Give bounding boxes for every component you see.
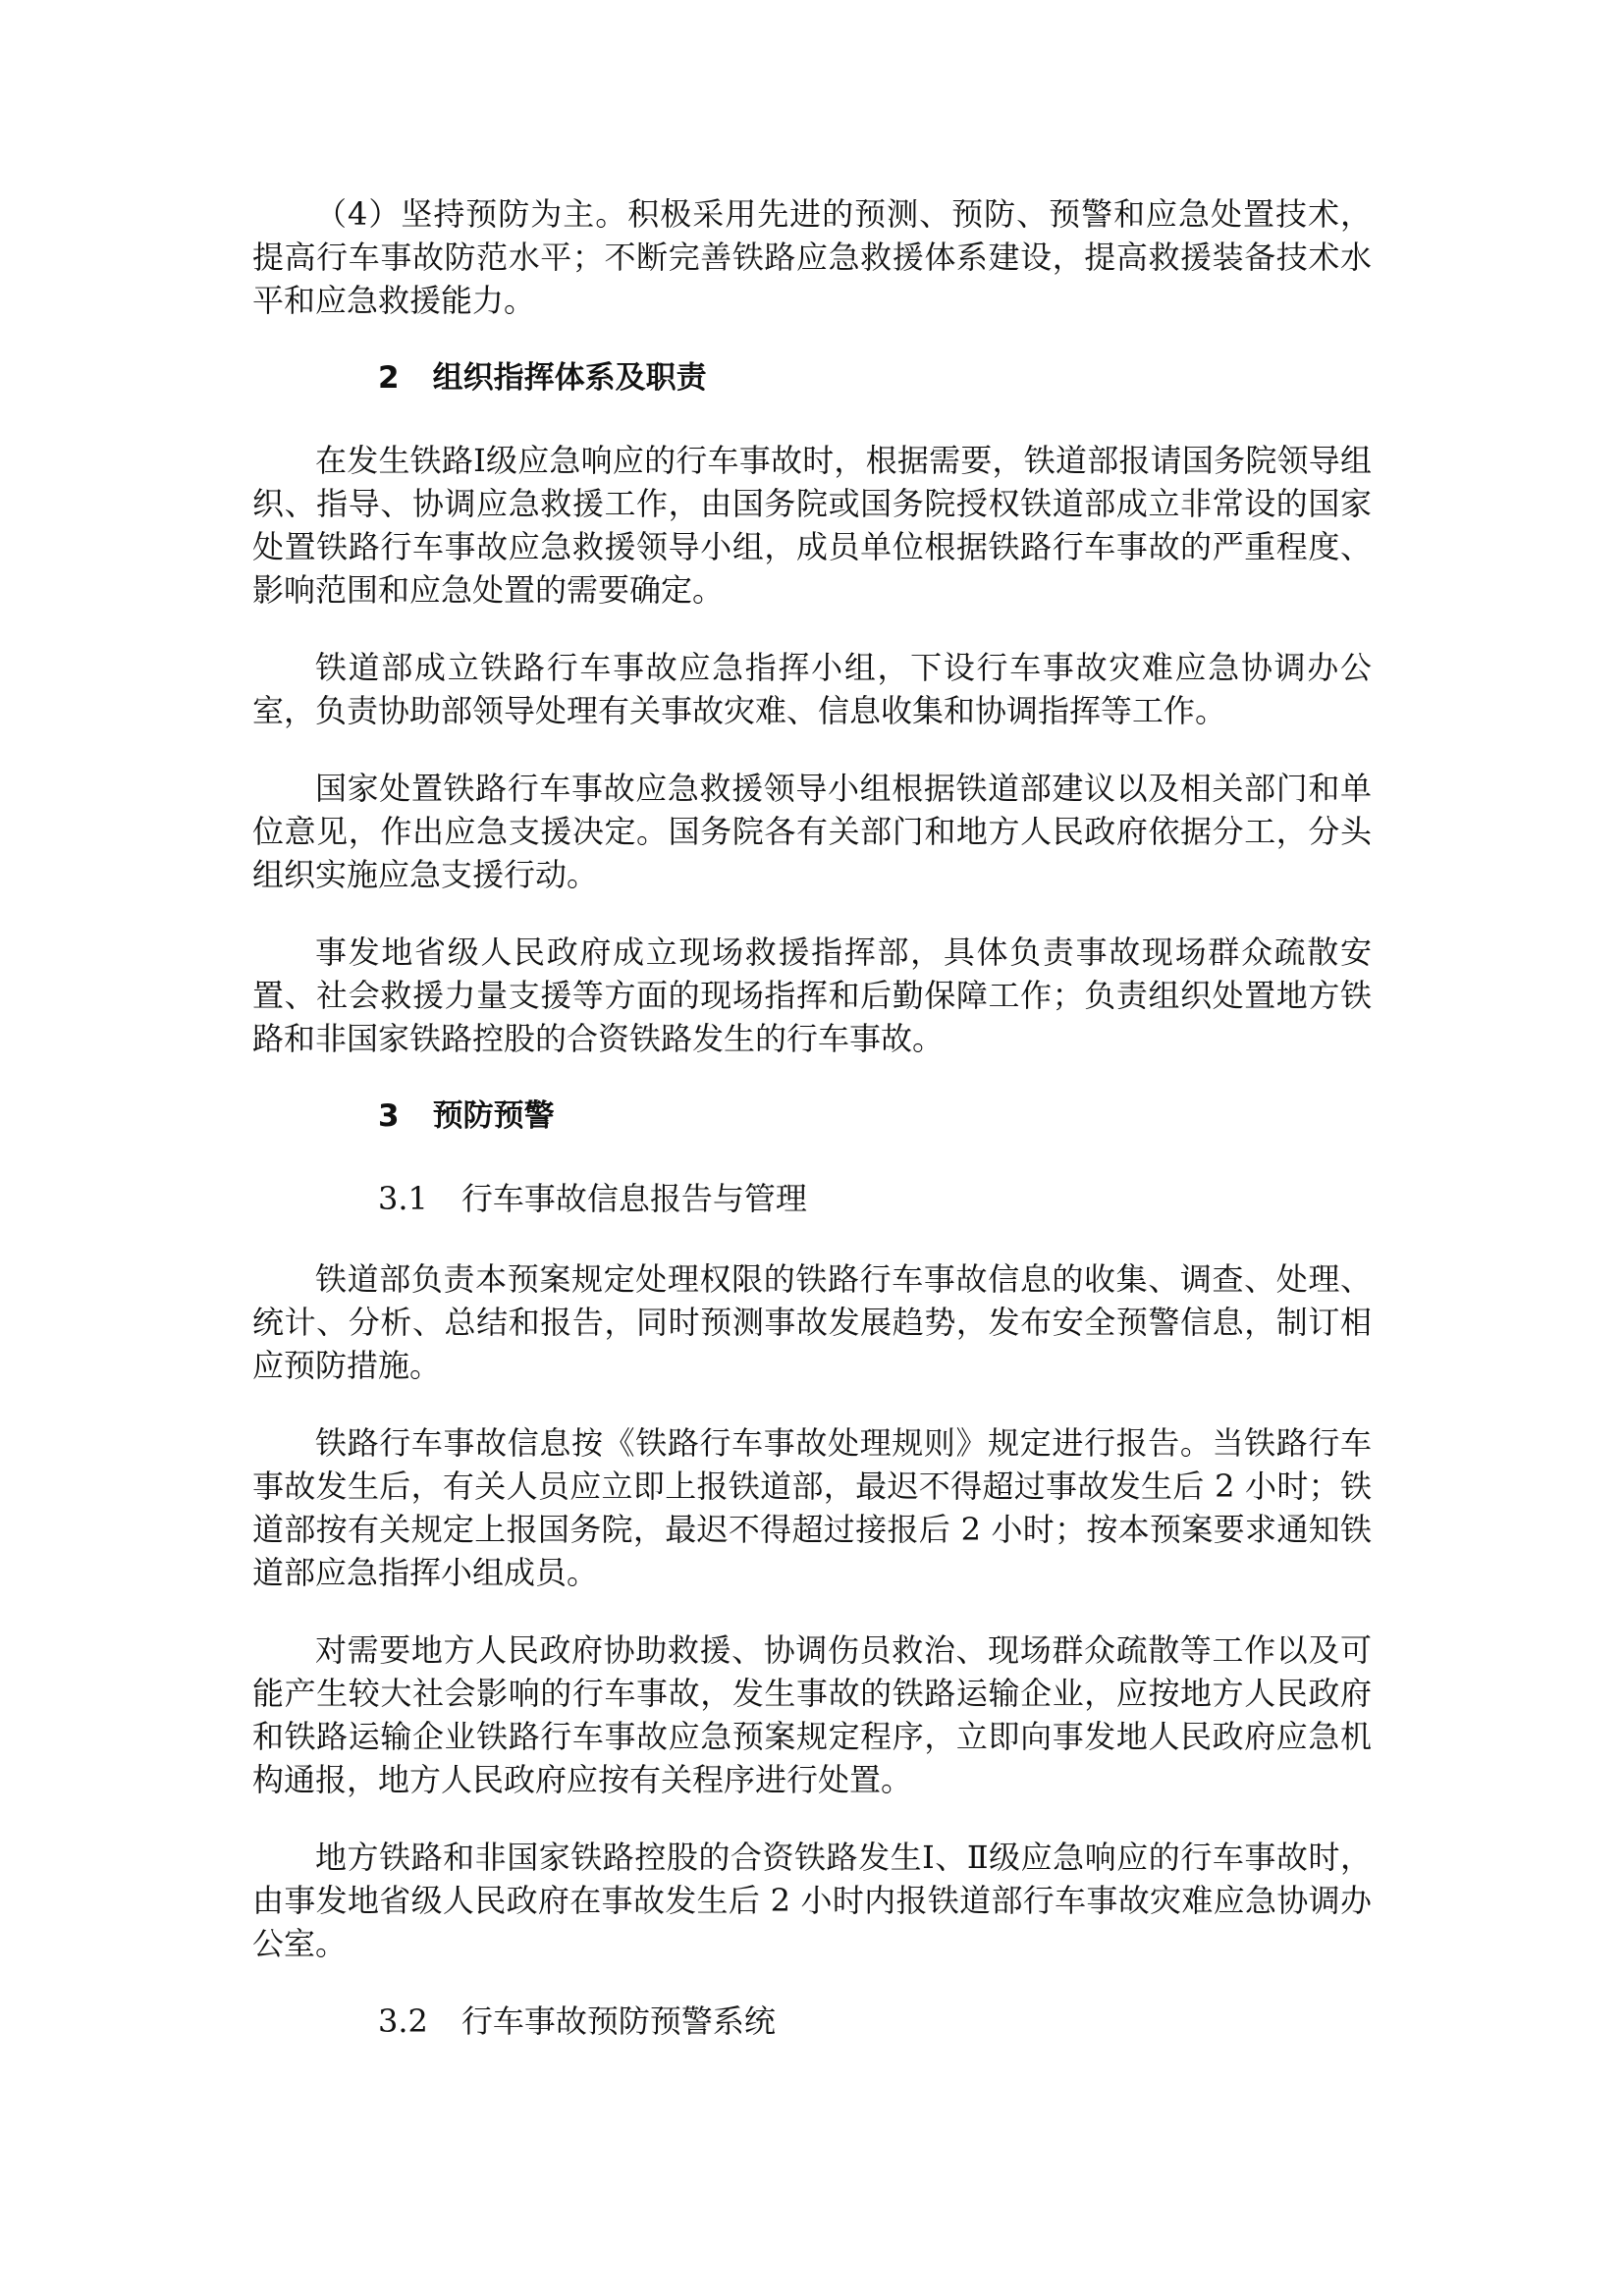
subsection-title: 行车事故预防预警系统	[460, 2002, 776, 2040]
document-body	[252, 192, 1372, 2080]
paragraph-command-group: 铁道部成立铁路行车事故应急指挥小组，下设行车事故灾难应急协调办公室，负责协助部领导处理有关事故灾难、信息收集和协调指挥等工作。	[252, 649, 1372, 729]
subsection-title: 行车事故信息报告与管理	[460, 1180, 807, 1217]
section-title: 组织指挥体系及职责	[432, 360, 707, 396]
paragraph-info-collection: 铁道部负责本预案规定处理权限的铁路行车事故信息的收集、调查、处理、统计、分析、总结和报告，同时预测事故发展趋势，发布安全预警信息，制订相应预防措施。	[252, 1260, 1372, 1384]
paragraph-leadership-group: 在发生铁路Ⅰ级应急响应的行车事故时，根据需要，铁道部报请国务院领导组织、指导、协调应急救援工作，由国务院或国务院授权铁道部成立非常设的国家处置铁路行车事故应急救援领导小组，成员单位根据铁路行车事故的严重程度、影响范围和应急处置的需要确定。	[252, 442, 1372, 609]
paragraph-local-railway-report: 地方铁路和非国家铁路控股的合资铁路发生Ⅰ、Ⅱ级应急响应的行车事故时，由事发地省级人民政府在事故发生后 2 小时内报铁道部行车事故灾难应急协调办公室。	[252, 1839, 1372, 1962]
subsection-number: 3.1	[378, 1180, 428, 1217]
section-title: 预防预警	[432, 1098, 555, 1134]
paragraph-reporting-rules: 铁路行车事故信息按《铁路行车事故处理规则》规定进行报告。当铁路行车事故发生后，有关人员应立即上报铁道部，最迟不得超过事故发生后 2 小时；铁道部按有关规定上报国务院，最迟不得超过接报后 2 小时；按本预案要求通知铁道部应急指挥小组成员。	[252, 1424, 1372, 1591]
section-heading-2	[252, 356, 1372, 400]
paragraph-support-decision: 国家处置铁路行车事故应急救援领导小组根据铁道部建议以及相关部门和单位意见，作出应急支援决定。国务院各有关部门和地方人民政府依据分工，分头组织实施应急支援行动。	[252, 770, 1372, 893]
paragraph-local-coordination: 对需要地方人民政府协助救援、协调伤员救治、现场群众疏散等工作以及可能产生较大社会影响的行车事故，发生事故的铁路运输企业，应按地方人民政府和铁路运输企业铁路行车事故应急预案规定程序，立即向事发地人民政府应急机构通报，地方人民政府应按有关程序进行处置。	[252, 1631, 1372, 1798]
subsection-number: 3.2	[378, 2002, 428, 2040]
section-number: 3	[378, 1098, 400, 1134]
paragraph-provincial-hq: 事发地省级人民政府成立现场救援指挥部，具体负责事故现场群众疏散安置、社会救援力量支援等方面的现场指挥和后勤保障工作；负责组织处置地方铁路和非国家铁路控股的合资铁路发生的行车事故。	[252, 934, 1372, 1057]
subsection-heading-3-1	[252, 1177, 1372, 1220]
paragraph-principle-4: （4）坚持预防为主。积极采用先进的预测、预防、预警和应急处置技术，提高行车事故防范水平；不断完善铁路应急救援体系建设，提高救援装备技术水平和应急救援能力。	[252, 195, 1372, 319]
section-heading-3	[252, 1095, 1372, 1138]
subsection-heading-3-2	[252, 2000, 1372, 2043]
section-number: 2	[378, 360, 400, 396]
